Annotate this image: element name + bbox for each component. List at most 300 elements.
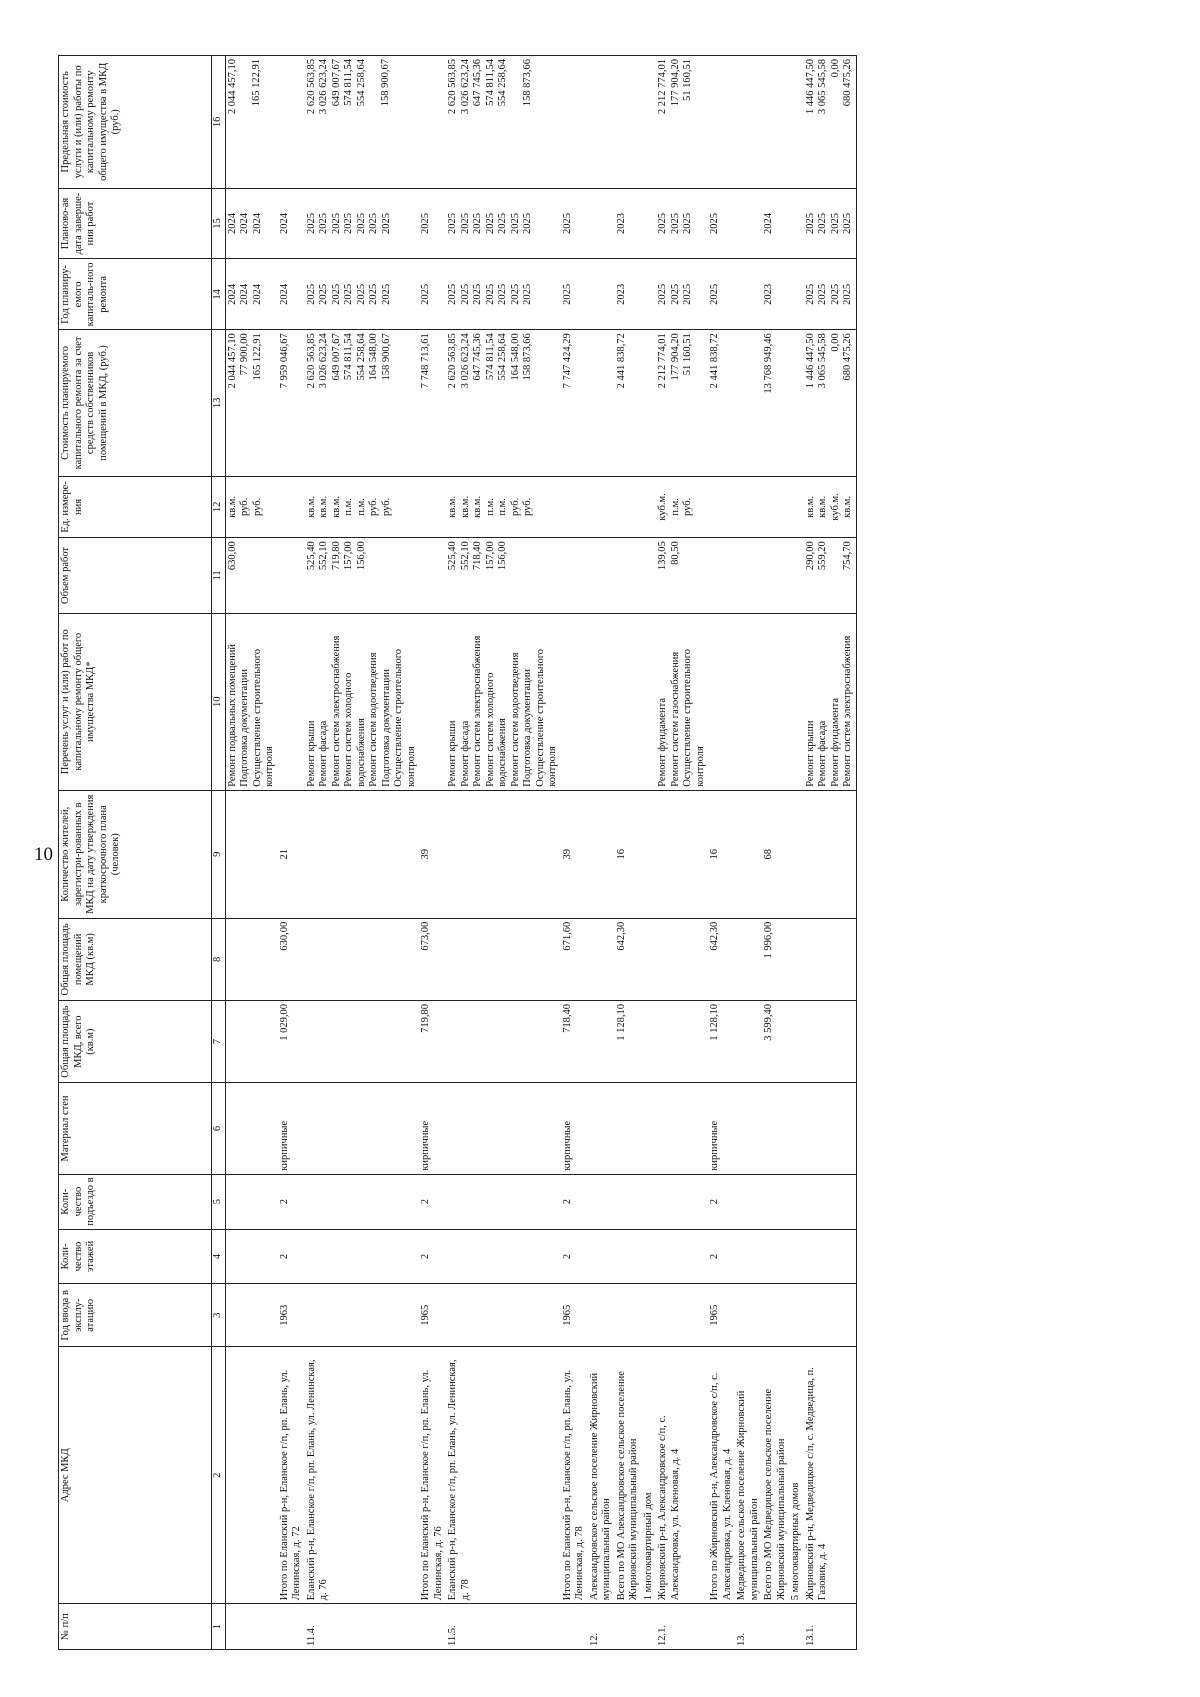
wall-material [708, 1083, 735, 1174]
wall-material [615, 1083, 642, 1174]
address-text: Итого по Еланский р-н, Еланское г/п, рп. Елань, ул. Ленинская, д. 72 [278, 1369, 302, 1601]
work-item: Ремонт систем водоотведения [368, 652, 379, 787]
row-number [305, 1604, 420, 1650]
column-numbers-row [212, 56, 226, 1650]
floors-count [789, 1229, 804, 1284]
column-header: Количество жителей, зарегистри-рованных в МКД на дату утверждения краткосрочного плана (человек) [59, 790, 212, 918]
work-item: Ремонт систем газоснабжения [669, 651, 681, 787]
wall-material [278, 1083, 305, 1174]
residents-count [642, 790, 657, 918]
column-header: Стоимость планируемого капитального ремонта за счет средств собственников помещений в МКД, (руб.) [59, 330, 212, 476]
floors-count [588, 1229, 615, 1284]
limit-cost: 51 160,51 [682, 59, 693, 101]
work-unit-cell [588, 476, 615, 538]
work-unit: п.м. [484, 498, 496, 516]
table-row [419, 56, 446, 1650]
residents-count [588, 790, 615, 918]
floors-count [735, 1229, 762, 1284]
plan-year: 2025 [522, 283, 533, 305]
work-volume [510, 541, 522, 609]
work-volume: 630,00 [226, 541, 238, 571]
row-number [419, 1604, 446, 1650]
wall-material-text: кирпичные [709, 1120, 720, 1171]
limit-cost-cell [278, 56, 305, 189]
end-year-cell [735, 188, 762, 259]
entrances-count [305, 1174, 420, 1229]
column-header: Объем работ [59, 538, 212, 613]
work-cost: 554 258,64 [497, 333, 508, 381]
rooms-area [735, 918, 762, 1000]
limit-cost: 3 026 623,24 [318, 59, 329, 115]
commission-year [225, 1284, 278, 1347]
table-row [789, 56, 804, 1650]
limit-cost [239, 59, 251, 185]
limit-cost-cell [588, 56, 615, 189]
rooms-area [642, 918, 657, 1000]
total-area-text: 1 128,10 [709, 1004, 720, 1041]
work-unit-cell [446, 476, 561, 538]
end-year-cell [278, 188, 305, 259]
work-item: Ремонт фундамента [829, 697, 841, 787]
entrances-count [419, 1174, 446, 1229]
plan-year: 2025 [657, 283, 668, 305]
work-item-cell [656, 613, 708, 790]
column-number: 9 [212, 790, 226, 918]
address-text: 1 многоквартирный дом [642, 1492, 654, 1601]
floors-count-text: 2 [278, 1253, 290, 1260]
work-item: Ремонт систем холодного водоснабжения [343, 672, 367, 787]
page-number: 10 [34, 844, 53, 865]
commission-year [305, 1284, 420, 1347]
work-item-cell [419, 613, 446, 790]
plan-year: 2025 [561, 283, 573, 305]
work-item: Ремонт систем электроснабжения [330, 635, 342, 787]
wall-material [588, 1083, 615, 1174]
limit-cost-cell [735, 56, 762, 189]
table-row [642, 56, 657, 1650]
residents-count [804, 790, 857, 918]
work-item-cell [708, 613, 735, 790]
commission-year [419, 1284, 446, 1347]
residents-count [789, 790, 804, 918]
work-item: Ремонт систем электроснабжения [842, 635, 853, 787]
limit-cost-cell [561, 56, 588, 189]
column-titles-row [59, 56, 212, 1650]
column-number: 8 [212, 918, 226, 1000]
work-item: Подготовка документации [239, 669, 250, 787]
commission-year [642, 1284, 657, 1347]
work-item: Ремонт крыши [447, 720, 458, 787]
plan-year: 2025 [355, 283, 367, 305]
limit-cost-cell [615, 56, 642, 189]
wall-material-text: кирпичные [561, 1120, 573, 1171]
column-number: 16 [212, 56, 226, 189]
work-unit-cell [278, 476, 305, 538]
column-header: Предельная стоимость услуги и (или) работы по капитальному ремонту общего имущества в МКД (руб.) [59, 56, 212, 189]
work-cost: 164 548,00 [368, 333, 379, 381]
entrances-count [588, 1174, 615, 1229]
work-item: Ремонт крыши [305, 720, 317, 787]
end-year-cell [789, 188, 804, 259]
column-number: 5 [212, 1174, 226, 1229]
end-year-cell [656, 188, 708, 259]
work-unit: руб. [368, 497, 379, 516]
limit-cost: 647 745,36 [472, 59, 483, 107]
plan-year: 2025 [380, 283, 392, 305]
wall-material [735, 1083, 762, 1174]
rooms-area [804, 918, 857, 1000]
work-cost: 7 959 046,67 [278, 333, 290, 389]
address-text: Еланский р-н, Еланское г/п, рп. Елань, ул. Ленинская, д. 78 [447, 1359, 471, 1601]
work-cost: 2 620 563,85 [305, 333, 317, 389]
rooms-area [708, 918, 735, 1000]
work-cost: 574 811,54 [484, 333, 496, 381]
plan-year: 2025 [829, 283, 841, 305]
residents-count [419, 790, 446, 918]
work-volume-cell [588, 538, 615, 613]
end-year-cell [561, 188, 588, 259]
work-unit-cell [642, 476, 657, 538]
work-item: Ремонт крыши [804, 720, 816, 787]
work-item: Ремонт фундамента [657, 697, 668, 787]
work-unit: п.м. [497, 498, 508, 516]
commission-year [656, 1284, 708, 1347]
residents-count [278, 790, 305, 918]
column-number: 6 [212, 1083, 226, 1174]
column-header: Коли-чество этажей [59, 1229, 212, 1284]
rooms-area-text: 642,30 [615, 921, 627, 951]
work-cost-cell [446, 330, 561, 476]
residents-count [305, 790, 420, 918]
limit-cost: 0,00 [829, 59, 841, 78]
column-number: 3 [212, 1284, 226, 1347]
residents-count-text: 39 [561, 849, 573, 860]
work-cost: 2 620 563,85 [447, 333, 458, 389]
work-item: Ремонт фасада [318, 720, 329, 787]
work-unit-cell [419, 476, 446, 538]
end-year-cell [419, 188, 446, 259]
table-body [225, 56, 856, 1650]
total-area [419, 1001, 446, 1083]
work-cost: 77 900,00 [239, 333, 250, 376]
plan-year: 2025 [682, 283, 693, 305]
work-item: Ремонт систем водоотведения [509, 652, 521, 787]
rooms-area [225, 918, 278, 1000]
limit-cost: 1 446 447,50 [804, 59, 816, 115]
column-header: Адрес МКД [59, 1347, 212, 1604]
plan-year: 2025 [330, 283, 342, 305]
wall-material [225, 1083, 278, 1174]
end-year-cell [305, 188, 420, 259]
row-number-text: 12. [588, 1632, 600, 1646]
column-header: Общая площадь помещений МКД (кв.м) [59, 918, 212, 1000]
end-year: 2025 [459, 213, 471, 235]
limit-cost-cell [225, 56, 278, 189]
floors-count [656, 1229, 708, 1284]
work-volume-cell [446, 538, 561, 613]
address [615, 1347, 642, 1604]
address-text: Жирновский р-н, Медведицкое с/п, с. Медведица, п. Газовик, д. 4 [804, 1367, 828, 1601]
rooms-area [656, 918, 708, 1000]
work-volume: 718,40 [472, 541, 483, 571]
wall-material [642, 1083, 657, 1174]
plan-year-cell [278, 259, 305, 330]
limit-cost: 177 904,20 [669, 59, 681, 107]
limit-cost [510, 59, 522, 185]
work-item-cell [588, 613, 615, 790]
work-volume [368, 541, 380, 609]
column-header: Материал стен [59, 1083, 212, 1174]
work-item-cell [225, 613, 278, 790]
limit-cost: 2 620 563,85 [447, 59, 458, 115]
residents-count-text: 21 [278, 849, 290, 860]
work-unit-cell [804, 476, 857, 538]
work-item: Подготовка документации [380, 669, 392, 787]
commission-year-text: 1963 [278, 1304, 290, 1326]
work-unit: кв.м. [817, 495, 828, 518]
column-number: 7 [212, 1001, 226, 1083]
end-year-cell [615, 188, 642, 259]
end-year: 2024 [278, 213, 290, 235]
work-unit: куб.м. [829, 493, 841, 521]
commission-year [708, 1284, 735, 1347]
work-volume [682, 541, 694, 609]
total-area [305, 1001, 420, 1083]
rotated-sheet [58, 55, 1143, 1650]
work-cost-cell [615, 330, 642, 476]
rooms-area [446, 918, 561, 1000]
limit-cost-cell [762, 56, 789, 189]
work-unit-cell [615, 476, 642, 538]
work-unit-cell [225, 476, 278, 538]
end-year: 2025 [330, 213, 342, 235]
rooms-area [789, 918, 804, 1000]
limit-cost: 2 620 563,85 [305, 59, 317, 115]
work-cost: 2 441 838,72 [709, 333, 720, 389]
work-cost-cell [588, 330, 615, 476]
work-volume-cell [278, 538, 305, 613]
floors-count [615, 1229, 642, 1284]
table-row [656, 56, 708, 1650]
column-number: 14 [212, 259, 226, 330]
entrances-count [278, 1174, 305, 1229]
plan-year-cell [561, 259, 588, 330]
work-item-cell [278, 613, 305, 790]
column-number: 11 [212, 538, 226, 613]
plan-year: 2025 [305, 283, 317, 305]
work-cost: 13 768 949,46 [763, 333, 774, 394]
work-unit: кв.м. [318, 495, 329, 518]
end-year: 2025 [318, 213, 329, 235]
floors-count-text: 2 [561, 1253, 573, 1260]
column-header: Год планиру-емого капиталь-ного ремонта [59, 259, 212, 330]
total-area [708, 1001, 735, 1083]
residents-count [708, 790, 735, 918]
address-text: Всего по МО Александровское сельское поселение Жирновский муниципальный район [615, 1371, 639, 1601]
address [656, 1347, 708, 1604]
work-volume [239, 541, 251, 609]
work-cost: 164 548,00 [509, 333, 521, 381]
work-unit-cell [789, 476, 804, 538]
row-number [225, 1604, 278, 1650]
plan-year-cell [588, 259, 615, 330]
table-row [615, 56, 642, 1650]
work-volume-cell [708, 538, 735, 613]
column-header: Общая площадь МКД, всего (кв.м) [59, 1001, 212, 1083]
address-text: Жирновский р-н, Александровское с/п, с. Александровка, ул. Кленовая, д. 4 [657, 1415, 681, 1601]
work-cost-cell [708, 330, 735, 476]
residents-count-text: 39 [420, 849, 431, 860]
row-number-text: 11.5. [447, 1625, 458, 1646]
limit-cost: 3 065 545,58 [817, 59, 828, 115]
total-area [656, 1001, 708, 1083]
address-text: Медведицкое сельское поселение Жирновский муниципальный район [736, 1390, 760, 1601]
plan-year-cell [225, 259, 278, 330]
work-item: Ремонт подвальных помещений [226, 644, 238, 787]
work-unit-cell [762, 476, 789, 538]
work-item: Ремонт фасада [459, 720, 471, 787]
work-unit: руб. [239, 497, 250, 516]
address [446, 1347, 561, 1604]
wall-material [789, 1083, 804, 1174]
limit-cost: 3 026 623,24 [459, 59, 471, 115]
work-cost-cell [419, 330, 446, 476]
plan-year: 2025 [484, 283, 496, 305]
plan-year: 2023 [615, 283, 627, 305]
work-volume-cell [561, 538, 588, 613]
total-area-text: 718,40 [561, 1004, 573, 1033]
floors-count [225, 1229, 278, 1284]
work-item: Осуществление строительного контроля [682, 648, 706, 787]
work-volume-cell [642, 538, 657, 613]
table-row [305, 56, 420, 1650]
end-year: 2025 [842, 213, 853, 235]
rooms-area [615, 918, 642, 1000]
plan-year-cell [735, 259, 762, 330]
total-area-text: 1 029,00 [278, 1004, 290, 1041]
address [225, 1347, 278, 1604]
total-area [804, 1001, 857, 1083]
work-volume-cell [615, 538, 642, 613]
work-unit-cell [561, 476, 588, 538]
work-unit: кв.м. [842, 495, 853, 518]
work-cost: 158 873,66 [522, 333, 533, 381]
floors-count [561, 1229, 588, 1284]
work-unit: п.м. [343, 498, 354, 516]
column-header: Ед. измере-ния [59, 476, 212, 538]
table-row [588, 56, 615, 1650]
end-year: 2025 [472, 213, 483, 235]
work-volume [830, 541, 842, 609]
floors-count [708, 1229, 735, 1284]
commission-year [588, 1284, 615, 1347]
end-year: 2025 [355, 213, 367, 235]
total-area [588, 1001, 615, 1083]
entrances-count-text: 2 [561, 1198, 573, 1205]
column-header: Перечень услуг и (или) работ по капитальному ремонту общего имущества МКД* [59, 613, 212, 790]
address-text: Всего по МО Медведицкое сельское поселение Жирновский муниципальный район [763, 1388, 787, 1601]
work-volume: 552,10 [318, 541, 329, 571]
work-cost-cell [789, 330, 804, 476]
work-volume-cell [762, 538, 789, 613]
address-text: Итого по Еланский р-н, Еланское г/п, рп. Елань, ул. Ленинская, д. 76 [420, 1369, 444, 1601]
wall-material [804, 1083, 857, 1174]
work-unit: кв.м. [459, 495, 471, 518]
floors-count [804, 1229, 857, 1284]
end-year: 2025 [420, 213, 431, 235]
wall-material [656, 1083, 708, 1174]
end-year-cell [708, 188, 735, 259]
work-cost-cell [762, 330, 789, 476]
column-number: 12 [212, 476, 226, 538]
end-year: 2025 [509, 213, 521, 235]
row-number [656, 1604, 708, 1650]
end-year: 2025 [829, 213, 841, 235]
plan-year-cell [305, 259, 420, 330]
plan-year-cell [642, 259, 657, 330]
work-cost: 647 745,36 [472, 333, 483, 381]
limit-cost-cell [419, 56, 446, 189]
work-cost: 554 258,64 [355, 333, 367, 381]
work-unit: кв.м. [226, 495, 238, 518]
work-item-cell [804, 613, 857, 790]
work-volume: 290,00 [804, 541, 816, 571]
end-year: 2025 [380, 213, 392, 235]
total-area [615, 1001, 642, 1083]
plan-year: 2023 [763, 283, 774, 305]
end-year: 2025 [682, 213, 693, 235]
work-cost-cell [804, 330, 857, 476]
total-area [642, 1001, 657, 1083]
work-cost: 7 748 713,61 [420, 333, 431, 389]
column-header: Год ввода в эксплу-атацию [59, 1284, 212, 1347]
total-area [735, 1001, 762, 1083]
total-area [789, 1001, 804, 1083]
work-cost: 3 026 623,24 [459, 333, 471, 389]
entrances-count-text: 2 [420, 1198, 431, 1205]
limit-cost: 2 212 774,01 [657, 59, 668, 115]
plan-year-cell [708, 259, 735, 330]
row-number [789, 1604, 804, 1650]
end-year: 2025 [657, 213, 668, 235]
commission-year [762, 1284, 789, 1347]
work-cost: 2 441 838,72 [615, 333, 627, 389]
work-volume: 719,80 [330, 541, 342, 571]
limit-cost: 158 900,67 [380, 59, 391, 107]
work-volume: 525,40 [305, 541, 317, 571]
end-year: 2024 [226, 213, 238, 235]
row-number [642, 1604, 657, 1650]
limit-cost-cell [708, 56, 735, 189]
table-row [561, 56, 588, 1650]
work-volume: 139,05 [657, 541, 668, 571]
work-item: Ремонт систем холодного водоснабжения [484, 672, 508, 787]
row-number [708, 1604, 735, 1650]
rooms-area-text: 642,30 [709, 921, 720, 951]
end-year-cell [588, 188, 615, 259]
work-cost: 0,00 [829, 333, 841, 352]
plan-year-cell [789, 259, 804, 330]
plan-year: 2025 [343, 283, 354, 305]
work-cost: 3 026 623,24 [318, 333, 329, 389]
end-year: 2024 [763, 213, 774, 235]
limit-cost-cell [446, 56, 561, 189]
rooms-area-text: 673,00 [420, 921, 431, 951]
plan-year: 2025 [447, 283, 458, 305]
commission-year-text: 1965 [420, 1304, 431, 1326]
column-header: № п/п [59, 1604, 212, 1650]
work-volume-cell [225, 538, 278, 613]
